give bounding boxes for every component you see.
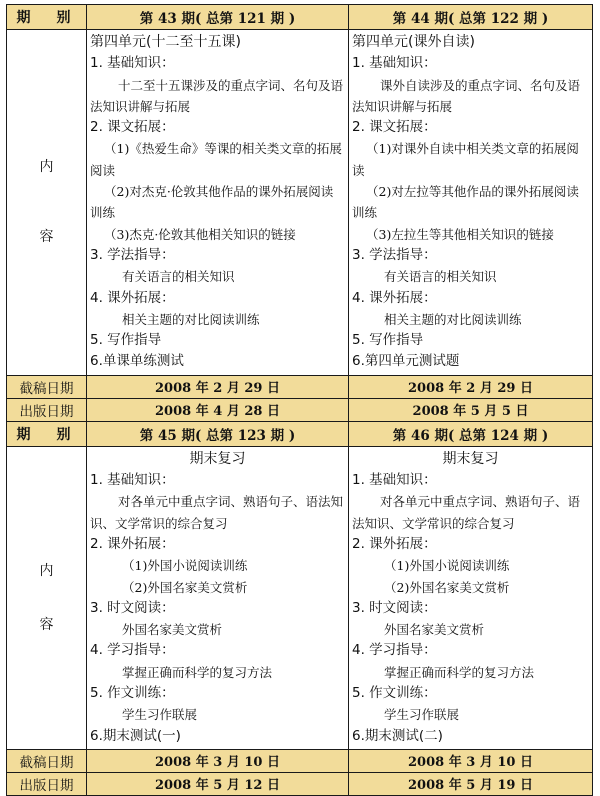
content-line: （3)杰克·伦敦其他相关知识的链接	[104, 226, 296, 242]
section-heading: 1. 基础知识：	[90, 55, 175, 72]
deadline-label: 截稿日期	[7, 375, 87, 398]
unit-title: 第四单元(课外自读)	[352, 34, 475, 50]
section-heading: 2. 课文拓展：	[352, 119, 437, 136]
content-line: 外国名家美文赏析	[384, 622, 485, 638]
content-list	[349, 30, 592, 375]
period-header-row-2	[7, 421, 593, 446]
publish-row-2	[7, 772, 593, 795]
section-heading: 3. 学法指导：	[352, 246, 437, 263]
unit-title: 期末复习	[189, 450, 246, 467]
period-label: 期 别	[7, 421, 87, 446]
section-heading: 2. 课文拓展：	[90, 119, 175, 136]
content-label-bottom: 容	[39, 616, 54, 633]
content-line: （2)外国名家美文赏析	[122, 579, 248, 595]
issue-44-publish: 2008 年 5 月 5 日	[349, 398, 593, 421]
content-line: （2)外国名家美文赏析	[384, 579, 510, 595]
content-label-cell	[7, 30, 87, 376]
content-line: 掌握正确而科学的复习方法	[384, 664, 535, 680]
content-line: （3)左拉生等其他相关知识的链接	[366, 226, 554, 242]
content-label-cell	[7, 446, 87, 749]
section-heading: 4. 学习指导：	[352, 642, 437, 659]
section-heading: 5. 作文训练：	[90, 685, 175, 702]
content-line: （1)外国小说阅读训练	[122, 558, 248, 574]
deadline-row-2	[7, 749, 593, 772]
publish-label: 出版日期	[7, 772, 87, 795]
section-heading: 6.期末测试(一)	[90, 727, 181, 744]
issue-45-publish: 2008 年 5 月 12 日	[87, 772, 349, 795]
content-label-top: 内	[39, 159, 54, 176]
issue-46-title: 第 46 期( 总第 124 期 )	[349, 421, 593, 446]
section-heading: 5. 写作指导	[90, 332, 162, 349]
issue-43-deadline: 2008 年 2 月 29 日	[87, 375, 349, 398]
section-heading: 5. 作文训练：	[352, 685, 437, 702]
content-line: 相关主题的对比阅读训练	[122, 311, 260, 327]
publish-label: 出版日期	[7, 398, 87, 421]
deadline-row-1	[7, 375, 593, 398]
issue-46-publish: 2008 年 5 月 19 日	[349, 772, 593, 795]
content-row-2	[7, 446, 593, 749]
issue-44-title: 第 44 期( 总第 122 期 )	[349, 5, 593, 30]
content-label-bottom: 容	[39, 229, 54, 246]
period-label: 期 别	[7, 5, 87, 30]
section-heading: 4. 课外拓展：	[90, 289, 175, 306]
period-header-row-1	[7, 5, 593, 30]
content-line: （1)外国小说阅读训练	[384, 558, 510, 574]
deadline-label: 截稿日期	[7, 749, 87, 772]
content-line: 相关主题的对比阅读训练	[384, 311, 522, 327]
issue-46-content	[349, 446, 593, 749]
publish-row-1	[7, 398, 593, 421]
section-heading: 1. 基础知识：	[352, 55, 437, 72]
unit-title: 期末复习	[442, 450, 499, 467]
content-row-1	[7, 30, 593, 376]
content-line: （2)对左拉等其他作品的课外拓展阅读训练	[352, 184, 579, 221]
content-line: 外国名家美文赏析	[122, 622, 223, 638]
issue-45-deadline: 2008 年 3 月 10 日	[87, 749, 349, 772]
content-line: 学生习作联展	[384, 707, 460, 723]
content-line: 十二至十五课涉及的重点字词、名句及语法知识讲解与拓展	[90, 77, 344, 114]
section-heading: 3. 时文阅读：	[90, 599, 175, 616]
issue-43-title: 第 43 期( 总第 121 期 )	[87, 5, 349, 30]
section-heading: 6.单课单练测试	[90, 353, 184, 370]
section-heading: 4. 学习指导：	[90, 642, 175, 659]
issue-43-publish: 2008 年 4 月 28 日	[87, 398, 349, 421]
section-heading: 2. 课外拓展：	[352, 535, 437, 552]
section-heading: 3. 学法指导：	[90, 246, 175, 263]
section-heading: 5. 写作指导	[352, 332, 424, 349]
issue-43-content	[87, 30, 349, 376]
section-heading: 1. 基础知识：	[90, 472, 175, 489]
content-line: 学生习作联展	[122, 707, 198, 723]
section-heading: 6.期末测试(二)	[352, 727, 443, 744]
issue-44-content	[349, 30, 593, 376]
section-heading: 3. 时文阅读：	[352, 599, 437, 616]
content-line: 课外自读涉及的重点字词、名句及语法知识讲解与拓展	[352, 77, 581, 114]
section-heading: 1. 基础知识：	[352, 472, 437, 489]
issue-45-title: 第 45 期( 总第 123 期 )	[87, 421, 349, 446]
schedule-table	[6, 4, 593, 796]
content-line: 对各单元中重点字词、熟语句子、语法知识、文学常识的综合复习	[352, 494, 581, 531]
content-line: 有关语言的相关知识	[384, 269, 497, 285]
content-label-top: 内	[39, 562, 54, 579]
section-heading: 6.第四单元测试题	[352, 353, 460, 370]
content-list	[87, 447, 348, 749]
content-line: （1)《热爱生命》等课的相关类文章的拓展阅读	[90, 141, 342, 178]
issue-46-deadline: 2008 年 3 月 10 日	[349, 749, 593, 772]
issue-45-content	[87, 446, 349, 749]
content-line: （2)对杰克·伦敦其他作品的课外拓展阅读训练	[90, 184, 334, 221]
content-line: （1)对课外自读中相关类文章的拓展阅读	[352, 141, 579, 178]
content-list	[87, 30, 348, 375]
unit-title: 第四单元(十二至十五课)	[90, 34, 241, 50]
content-line: 有关语言的相关知识	[122, 269, 235, 285]
content-line: 对各单元中重点字词、熟语句子、语法知识、文学常识的综合复习	[90, 494, 344, 531]
content-line: 掌握正确而科学的复习方法	[122, 664, 273, 680]
issue-44-deadline: 2008 年 2 月 29 日	[349, 375, 593, 398]
section-heading: 2. 课外拓展：	[90, 535, 175, 552]
section-heading: 4. 课外拓展：	[352, 289, 437, 306]
content-list	[349, 447, 592, 749]
